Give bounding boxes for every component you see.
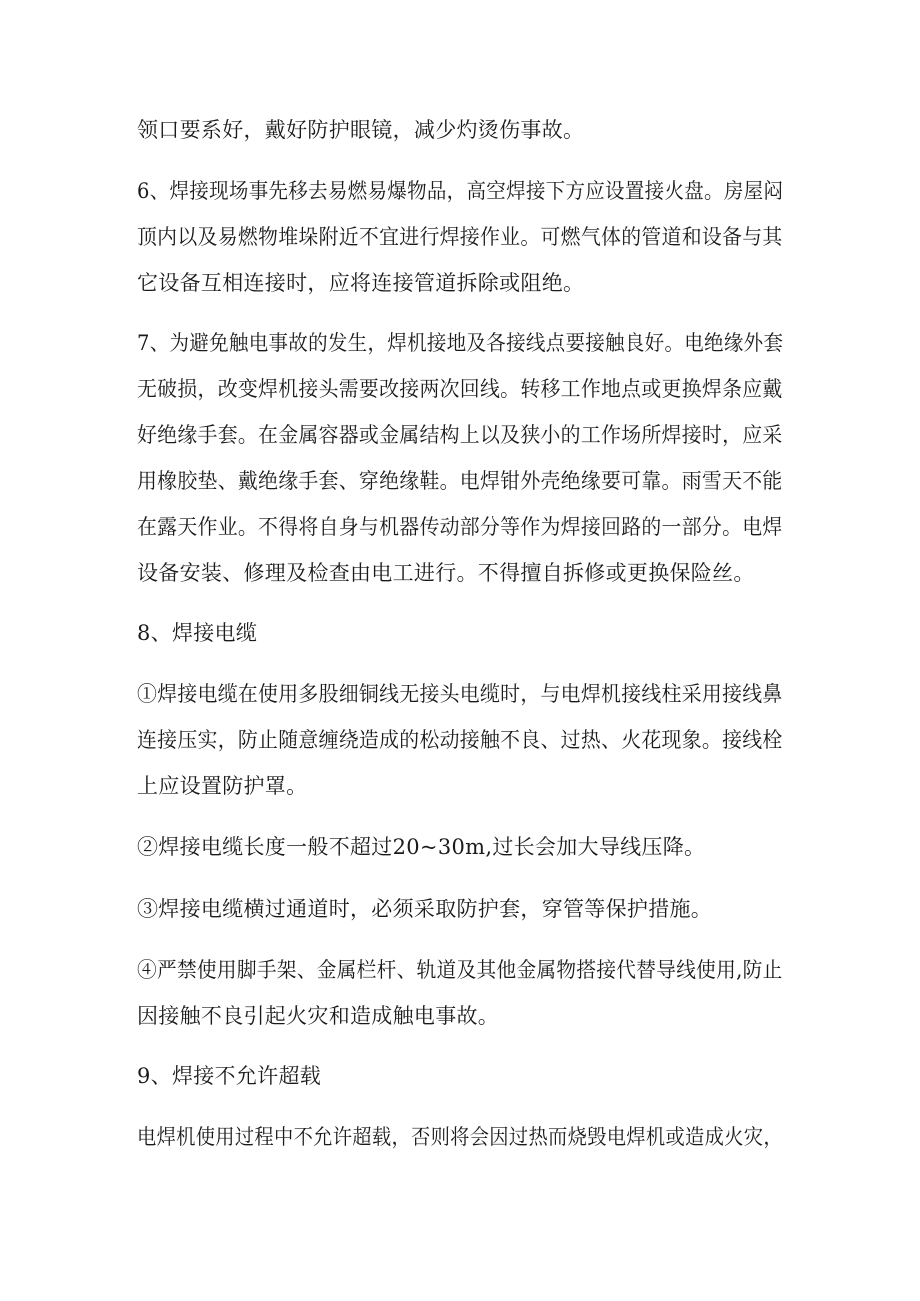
section-heading: 9、焊接不允许超载	[137, 1064, 322, 1088]
text-line: 设备安装、修理及检查由电工进行。不得擅自拆修或更换保险丝。	[137, 561, 755, 585]
text-line: 因接触不良引起火灾和造成触电事故。	[137, 1004, 500, 1028]
text-line: 它设备互相连接时，应将连接管道拆除或阻绝。	[137, 271, 585, 295]
text-line: 电焊机使用过程中不允许超载，否则将会因过热而烧毁电焊机或造成火灾，	[137, 1125, 783, 1149]
text-line: 在露天作业。不得将自身与机器传动部分等作为焊接回路的一部分。电焊	[137, 515, 783, 539]
text-line: 6、焊接现场事先移去易燃易爆物品，高空焊接下方应设置接火盘。房屋闷	[137, 179, 784, 203]
text-line: 连接压实，防止随意缠绕造成的松动接触不良、过热、火花现象。接线栓	[137, 728, 783, 752]
text-line: 用橡胶垫、戴绝缘手套、穿绝缘鞋。电焊钳外壳绝缘要可靠。雨雪天不能	[137, 469, 783, 493]
section-heading: 8、焊接电缆	[137, 621, 258, 645]
text-line: 好绝缘手套。在金属容器或金属结构上以及狭小的工作场所焊接时，应采	[137, 423, 783, 447]
text-line: ①焊接电缆在使用多股细铜线无接头电缆时，与电焊机接线柱采用接线鼻	[137, 682, 783, 706]
text-line: 领口要系好，戴好防护眼镜，减少灼烫伤事故。	[137, 118, 585, 142]
text-line: ②焊接电缆长度一般不超过20~30m,过长会加大导线压降。	[137, 835, 706, 859]
text-line: ④严禁使用脚手架、金属栏杆、轨道及其他金属物搭接代替导线使用,防止	[137, 958, 783, 982]
text-line: 上应设置防护罩。	[137, 774, 308, 798]
text-line: 7、为避免触电事故的发生，焊机接地及各接线点要接触良好。电绝缘外套	[137, 331, 784, 355]
text-line: ③焊接电缆横过通道时，必须采取防护套，穿管等保护措施。	[137, 897, 713, 921]
text-line: 顶内以及易燃物堆垛附近不宜进行焊接作业。可燃气体的管道和设备与其	[137, 225, 783, 249]
text-line: 无破损，改变焊机接头需要改接两次回线。转移工作地点或更换焊条应戴	[137, 377, 783, 401]
